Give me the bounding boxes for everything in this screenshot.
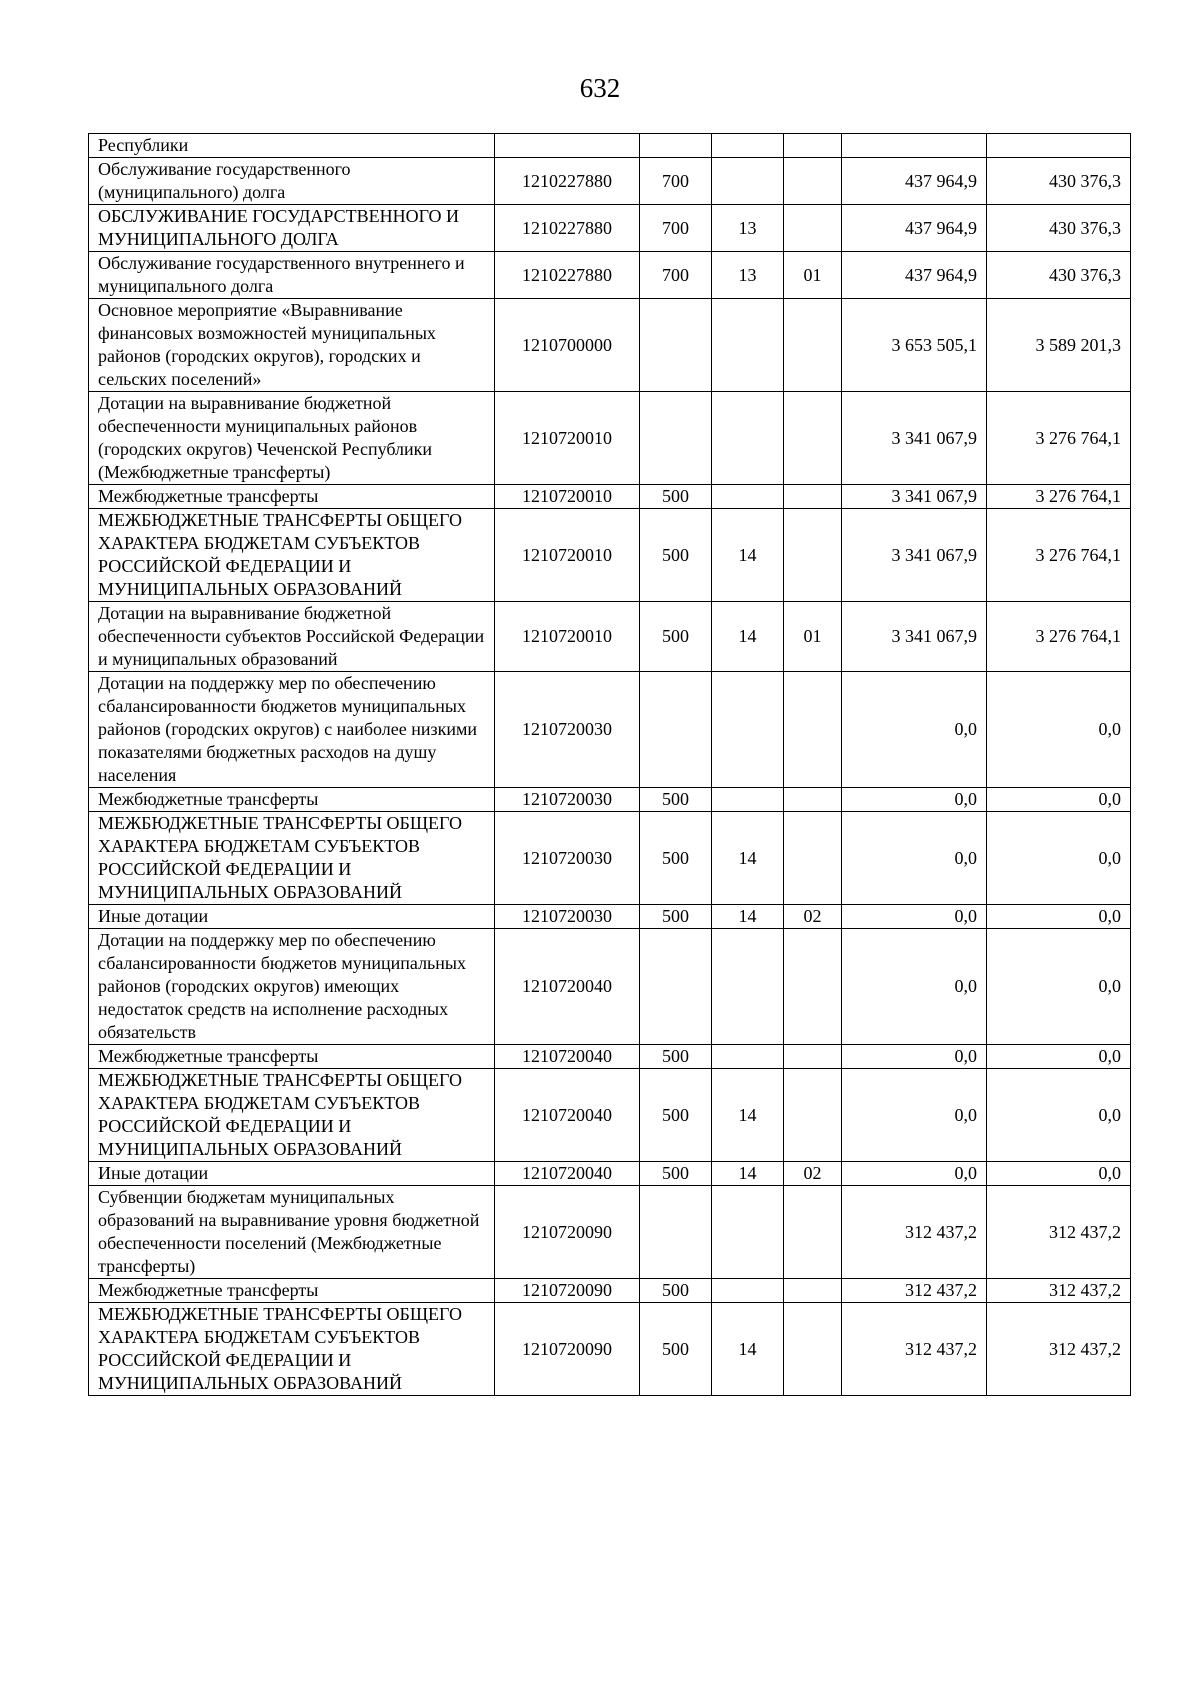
section-cell: 14	[712, 1303, 784, 1396]
expense-type-cell: 500	[640, 788, 712, 812]
section-cell	[712, 929, 784, 1045]
item-name-cell: МЕЖБЮДЖЕТНЫЕ ТРАНСФЕРТЫ ОБЩЕГО ХАРАКТЕРА БЮДЖЕТАМ СУБЪЕКТОВ РОССИЙСКОЙ ФЕДЕРАЦИИ И МУНИЦИПАЛЬНЫХ ОБРАЗОВАНИЙ	[89, 1303, 495, 1396]
target-code-cell: 1210720030	[495, 788, 640, 812]
section-cell: 14	[712, 905, 784, 929]
expense-type-cell: 700	[640, 158, 712, 205]
section-cell	[712, 158, 784, 205]
amount-year1-cell: 0,0	[842, 905, 987, 929]
item-name-cell: Дотации на выравнивание бюджетной обеспеченности муниципальных районов (городских округов) Чеченской Республики (Межбюджетные трансферты)	[89, 392, 495, 485]
subsection-cell: 02	[784, 1162, 842, 1186]
table-row	[89, 134, 1131, 158]
amount-year1-cell: 0,0	[842, 1045, 987, 1069]
expense-type-cell	[640, 299, 712, 392]
amount-year1-cell: 0,0	[842, 1162, 987, 1186]
expense-type-cell: 500	[640, 1162, 712, 1186]
section-cell: 13	[712, 252, 784, 299]
expense-type-cell: 700	[640, 252, 712, 299]
target-code-cell: 1210720030	[495, 812, 640, 905]
section-cell: 14	[712, 602, 784, 672]
section-cell	[712, 1279, 784, 1303]
expense-type-cell: 500	[640, 485, 712, 509]
table-row	[89, 252, 1131, 299]
table-row	[89, 299, 1131, 392]
expense-type-cell: 500	[640, 1069, 712, 1162]
amount-year1-cell: 312 437,2	[842, 1186, 987, 1279]
subsection-cell	[784, 205, 842, 252]
amount-year1-cell: 0,0	[842, 1069, 987, 1162]
subsection-cell	[784, 299, 842, 392]
section-cell: 14	[712, 509, 784, 602]
section-cell: 14	[712, 1162, 784, 1186]
table-row	[89, 602, 1131, 672]
amount-year1-cell: 3 653 505,1	[842, 299, 987, 392]
target-code-cell: 1210227880	[495, 252, 640, 299]
amount-year2-cell: 3 276 764,1	[987, 602, 1131, 672]
amount-year1-cell: 0,0	[842, 788, 987, 812]
target-code-cell: 1210720040	[495, 929, 640, 1045]
expense-type-cell	[640, 672, 712, 788]
amount-year2-cell: 312 437,2	[987, 1303, 1131, 1396]
amount-year2-cell: 0,0	[987, 812, 1131, 905]
amount-year2-cell: 3 276 764,1	[987, 392, 1131, 485]
table-row	[89, 905, 1131, 929]
target-code-cell: 1210720090	[495, 1303, 640, 1396]
amount-year1-cell: 3 341 067,9	[842, 602, 987, 672]
amount-year2-cell: 430 376,3	[987, 252, 1131, 299]
subsection-cell	[784, 929, 842, 1045]
section-cell	[712, 134, 784, 158]
item-name-cell: Республики	[89, 134, 495, 158]
amount-year2-cell: 312 437,2	[987, 1279, 1131, 1303]
table-row	[89, 1069, 1131, 1162]
subsection-cell: 01	[784, 602, 842, 672]
section-cell: 14	[712, 812, 784, 905]
expense-type-cell: 500	[640, 812, 712, 905]
table-row	[89, 158, 1131, 205]
item-name-cell: Дотации на поддержку мер по обеспечению сбалансированности бюджетов муниципальных районов (городских округов) с наиболее низкими показателями бюджетных расходов на душу населения	[89, 672, 495, 788]
subsection-cell	[784, 1279, 842, 1303]
section-cell	[712, 788, 784, 812]
item-name-cell: ОБСЛУЖИВАНИЕ ГОСУДАРСТВЕННОГО И МУНИЦИПАЛЬНОГО ДОЛГА	[89, 205, 495, 252]
amount-year2-cell: 0,0	[987, 905, 1131, 929]
amount-year1-cell: 312 437,2	[842, 1303, 987, 1396]
amount-year1-cell: 437 964,9	[842, 158, 987, 205]
target-code-cell: 1210720010	[495, 392, 640, 485]
expense-type-cell: 500	[640, 1045, 712, 1069]
table-body	[89, 134, 1131, 1396]
table-row	[89, 205, 1131, 252]
table-row	[89, 929, 1131, 1045]
expense-type-cell	[640, 1186, 712, 1279]
amount-year1-cell: 312 437,2	[842, 1279, 987, 1303]
table-row	[89, 812, 1131, 905]
table-row	[89, 788, 1131, 812]
item-name-cell: Субвенции бюджетам муниципальных образований на выравнивание уровня бюджетной обеспеченности поселений (Межбюджетные трансферты)	[89, 1186, 495, 1279]
amount-year2-cell: 430 376,3	[987, 205, 1131, 252]
target-code-cell: 1210720030	[495, 905, 640, 929]
table-row	[89, 1162, 1131, 1186]
amount-year2-cell: 3 276 764,1	[987, 485, 1131, 509]
table-row	[89, 672, 1131, 788]
amount-year2-cell: 0,0	[987, 1069, 1131, 1162]
table-row	[89, 1279, 1131, 1303]
subsection-cell	[784, 812, 842, 905]
item-name-cell: Основное мероприятие «Выравнивание финансовых возможностей муниципальных районов (городских округов), городских и сельских поселений»	[89, 299, 495, 392]
subsection-cell: 02	[784, 905, 842, 929]
item-name-cell: Межбюджетные трансферты	[89, 1045, 495, 1069]
amount-year2-cell: 3 589 201,3	[987, 299, 1131, 392]
amount-year2-cell: 3 276 764,1	[987, 509, 1131, 602]
item-name-cell: Дотации на поддержку мер по обеспечению сбалансированности бюджетов муниципальных районов (городских округов) имеющих недостаток средств на исполнение расходных обязательств	[89, 929, 495, 1045]
target-code-cell: 1210720090	[495, 1186, 640, 1279]
target-code-cell: 1210720010	[495, 602, 640, 672]
subsection-cell	[784, 1186, 842, 1279]
expense-type-cell	[640, 134, 712, 158]
table-row	[89, 1303, 1131, 1396]
subsection-cell: 01	[784, 252, 842, 299]
amount-year2-cell: 0,0	[987, 1045, 1131, 1069]
amount-year1-cell: 437 964,9	[842, 205, 987, 252]
target-code-cell: 1210227880	[495, 158, 640, 205]
section-cell	[712, 1186, 784, 1279]
expense-type-cell: 500	[640, 1303, 712, 1396]
item-name-cell: Иные дотации	[89, 905, 495, 929]
table-row	[89, 1186, 1131, 1279]
target-code-cell: 1210720090	[495, 1279, 640, 1303]
table-row	[89, 1045, 1131, 1069]
budget-table	[88, 133, 1131, 1396]
subsection-cell	[784, 392, 842, 485]
subsection-cell	[784, 509, 842, 602]
target-code-cell: 1210720010	[495, 485, 640, 509]
amount-year2-cell	[987, 134, 1131, 158]
expense-type-cell: 500	[640, 905, 712, 929]
target-code-cell: 1210227880	[495, 205, 640, 252]
amount-year1-cell: 3 341 067,9	[842, 392, 987, 485]
subsection-cell	[784, 134, 842, 158]
expense-type-cell: 700	[640, 205, 712, 252]
amount-year1-cell: 0,0	[842, 929, 987, 1045]
target-code-cell: 1210720040	[495, 1069, 640, 1162]
amount-year2-cell: 0,0	[987, 1162, 1131, 1186]
subsection-cell	[784, 1069, 842, 1162]
target-code-cell: 1210720010	[495, 509, 640, 602]
page-number: 632	[579, 73, 621, 103]
item-name-cell: Межбюджетные трансферты	[89, 485, 495, 509]
expense-type-cell: 500	[640, 509, 712, 602]
amount-year1-cell: 0,0	[842, 812, 987, 905]
item-name-cell: Обслуживание государственного (муниципального) долга	[89, 158, 495, 205]
amount-year1-cell	[842, 134, 987, 158]
section-cell	[712, 1045, 784, 1069]
table-row	[89, 392, 1131, 485]
subsection-cell	[784, 672, 842, 788]
target-code-cell: 1210720040	[495, 1045, 640, 1069]
amount-year1-cell: 3 341 067,9	[842, 485, 987, 509]
section-cell: 14	[712, 1069, 784, 1162]
item-name-cell: Обслуживание государственного внутреннего и муниципального долга	[89, 252, 495, 299]
amount-year1-cell: 3 341 067,9	[842, 509, 987, 602]
item-name-cell: Иные дотации	[89, 1162, 495, 1186]
target-code-cell: 1210720030	[495, 672, 640, 788]
item-name-cell: Межбюджетные трансферты	[89, 788, 495, 812]
item-name-cell: Дотации на выравнивание бюджетной обеспеченности субъектов Российской Федерации и муниципальных образований	[89, 602, 495, 672]
subsection-cell	[784, 1303, 842, 1396]
item-name-cell: Межбюджетные трансферты	[89, 1279, 495, 1303]
subsection-cell	[784, 158, 842, 205]
amount-year2-cell: 0,0	[987, 929, 1131, 1045]
amount-year1-cell: 437 964,9	[842, 252, 987, 299]
section-cell: 13	[712, 205, 784, 252]
table-row	[89, 485, 1131, 509]
section-cell	[712, 392, 784, 485]
item-name-cell: МЕЖБЮДЖЕТНЫЕ ТРАНСФЕРТЫ ОБЩЕГО ХАРАКТЕРА БЮДЖЕТАМ СУБЪЕКТОВ РОССИЙСКОЙ ФЕДЕРАЦИИ И МУНИЦИПАЛЬНЫХ ОБРАЗОВАНИЙ	[89, 1069, 495, 1162]
section-cell	[712, 485, 784, 509]
subsection-cell	[784, 485, 842, 509]
amount-year2-cell: 430 376,3	[987, 158, 1131, 205]
amount-year2-cell: 0,0	[987, 788, 1131, 812]
amount-year2-cell: 0,0	[987, 672, 1131, 788]
expense-type-cell: 500	[640, 1279, 712, 1303]
expense-type-cell	[640, 929, 712, 1045]
subsection-cell	[784, 788, 842, 812]
subsection-cell	[784, 1045, 842, 1069]
table-row	[89, 509, 1131, 602]
amount-year1-cell: 0,0	[842, 672, 987, 788]
target-code-cell	[495, 134, 640, 158]
target-code-cell: 1210700000	[495, 299, 640, 392]
section-cell	[712, 299, 784, 392]
amount-year2-cell: 312 437,2	[987, 1186, 1131, 1279]
section-cell	[712, 672, 784, 788]
item-name-cell: МЕЖБЮДЖЕТНЫЕ ТРАНСФЕРТЫ ОБЩЕГО ХАРАКТЕРА БЮДЖЕТАМ СУБЪЕКТОВ РОССИЙСКОЙ ФЕДЕРАЦИИ И МУНИЦИПАЛЬНЫХ ОБРАЗОВАНИЙ	[89, 812, 495, 905]
item-name-cell: МЕЖБЮДЖЕТНЫЕ ТРАНСФЕРТЫ ОБЩЕГО ХАРАКТЕРА БЮДЖЕТАМ СУБЪЕКТОВ РОССИЙСКОЙ ФЕДЕРАЦИИ И МУНИЦИПАЛЬНЫХ ОБРАЗОВАНИЙ	[89, 509, 495, 602]
expense-type-cell	[640, 392, 712, 485]
expense-type-cell: 500	[640, 602, 712, 672]
target-code-cell: 1210720040	[495, 1162, 640, 1186]
